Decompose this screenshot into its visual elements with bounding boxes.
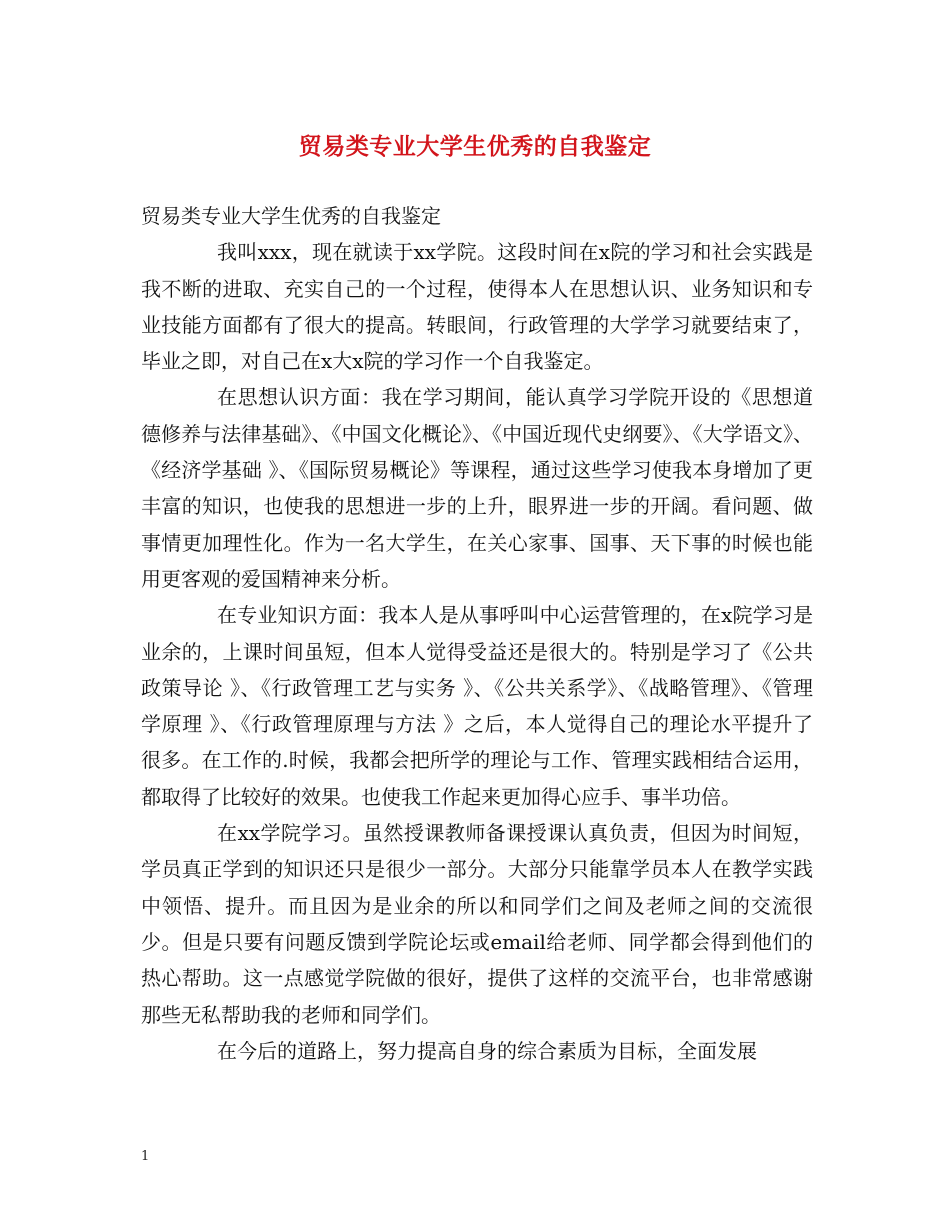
paragraph-ideology: 在思想认识方面：我在学习期间，能认真学习学院开设的《思想道德修养与法律基础》、《中国文化概论》、《中国近现代史纲要》、《大学语文》、《经济学基础 》、《国际贸易概论》等课程，通过这些学习使我本身增加了更丰富的知识，也使我的思想进一步的上升，眼界进一步的开阔。看问题、做事情更加理性化。作为一名大学生，在关心家事、国事、天下事的时候也能用更客观的爱国精神来分析。 (141, 385, 813, 591)
page-number: 1 (141, 1149, 150, 1164)
paragraph-intro: 我叫xxx，现在就读于xx学院。这段时间在x院的学习和社会实践是我不断的进取、充实自己的一个过程，使得本人在思想认识、业务知识和专业技能方面都有了很大的提高。转眼间，行政管理的大学学习就要结束了，毕业之即，对自己在x大x院的学习作一个自我鉴定。 (141, 240, 813, 374)
paragraph-college-study: 在xx学院学习。虽然授课教师备课授课认真负责，但因为时间短，学员真正学到的知识还只是很少一部分。大部分只能靠学员本人在教学实践中领悟、提升。而且因为是业余的所以和同学们之间及老师之间的交流很少。但是只要有问题反馈到学院论坛或email给老师、同学都会得到他们的热心帮助。这一点感觉学院做的很好，提供了这样的交流平台，也非常感谢那些无私帮助我的老师和同学们。 (141, 821, 813, 1027)
paragraph-future: 在今后的道路上，努力提高自身的综合素质为目标，全面发展 (217, 1038, 757, 1063)
paragraph-professional-knowledge: 在专业知识方面：我本人是从事呼叫中心运营管理的，在x院学习是业余的，上课时间虽短，但本人觉得受益还是很大的。特别是学习了《公共政策导论 》、《行政管理工艺与实务 》、《公共关系学》、《战略管理》、《管理学原理 》、《行政管理原理与方法 》之后，本人觉得自己的理论水平提升了很多。在工作的.时候，我都会把所学的理论与工作、管理实践相结合运用，都取得了比较好的效果。也使我工作起来更加得心应手、事半功倍。 (141, 603, 813, 809)
document-subtitle: 贸易类专业大学生优秀的自我鉴定 (141, 204, 441, 228)
document-title: 贸易类专业大学生优秀的自我鉴定 (298, 133, 652, 160)
document-body (141, 198, 813, 1069)
